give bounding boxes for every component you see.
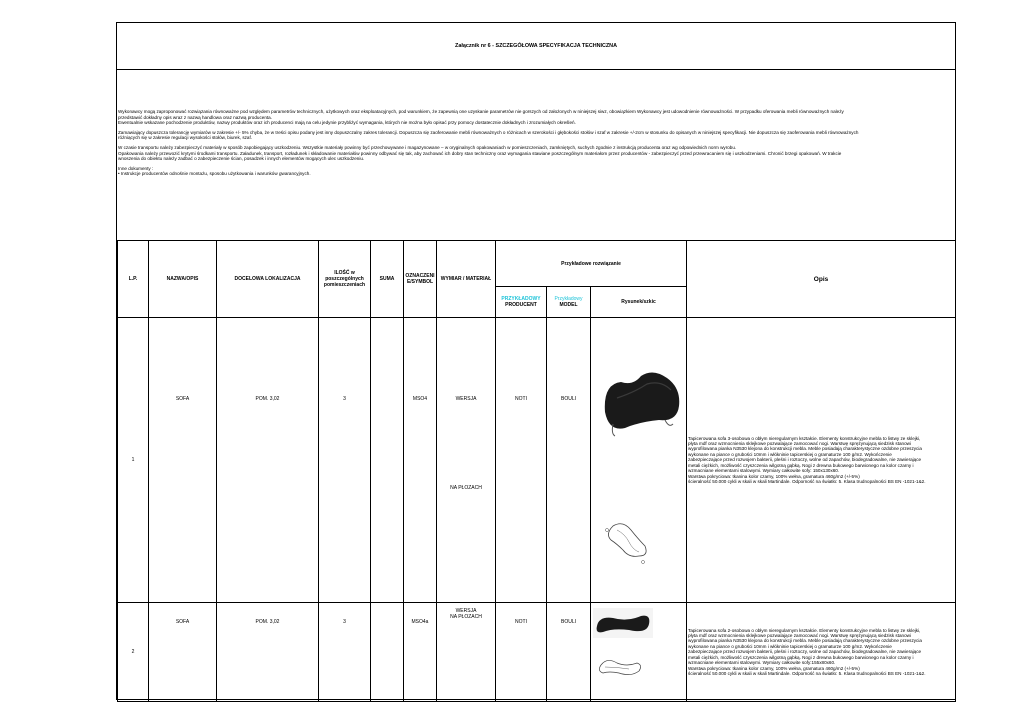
description-line: Warstwa pokryciowa: tkanina kolor czarny, 100% wełna, gramatura 460g/m2 (+/-5%): [688, 665, 860, 671]
row-qty: [319, 603, 371, 702]
intro-line: wnoszenia do obiektu należy zadbać o zabezpieczenie ścian, posadzek i innych elementów mogących ulec uszkodzeniu.: [118, 156, 365, 162]
intro-line: Opakowania należy przewozić krytymi środkami transportu. Załadunek, transport, rozładunek i składowanie materiałów powinny odbywać się tak, aby zachować ich dobry stan techniczny oraz wymagania stawiane poszczególnym materiałom przez producentów - zabezpieczyć przed przewracaniem się i uszkodzeniami. Chronić brzegi opakowań. W trakcie: [118, 150, 842, 156]
description-line: wykonane na piance o grubości 10mm i włókninie tapicerskiej o gramaturze 100 g/m2. Wykończenie: [688, 451, 892, 457]
row-dimension: [437, 318, 496, 603]
row-model-text: BOULI: [560, 619, 576, 625]
table-row: [118, 318, 956, 603]
row-model: [547, 603, 591, 702]
row-drawing: [591, 318, 687, 603]
row-dimension-top: WERSJA: [455, 396, 477, 402]
header-dimension: WYMIAR / MATERIAŁ: [437, 241, 496, 318]
intro-line: różniących się w zakresie regulacji wysokości stołów, biurek, szaf.: [118, 135, 253, 141]
header-drawing: Rysunek/szkic: [591, 287, 687, 318]
row-description: [687, 318, 956, 603]
title-band: [117, 23, 955, 70]
row-producer: [496, 603, 547, 702]
header-producer: [496, 287, 547, 318]
description-line: zabezpieczające przed rozwojem bakterii, pleśni i roztoczy, wolne od zapachów, biodegradowalne, nie zawierające: [688, 649, 922, 655]
description-line: wzmacniane elementami stalowymi. Wymiary całkowite sofy:155x80x60.: [688, 660, 836, 666]
intro-line: Inne dokumenty :: [118, 165, 154, 171]
description-line: wykonane na piance o grubości 10mm i włókninie tapicerskiej o gramaturze 100 g/m2. Wykończenie: [688, 643, 892, 649]
row-location: [217, 318, 319, 603]
row-producer-text: NOTI: [515, 619, 527, 625]
header-location: DOCELOWA LOKALIZACJA: [217, 241, 319, 318]
intro-paragraph-3: [118, 145, 953, 162]
row-symbol-text: MSO4a: [411, 619, 429, 625]
description-line: wzmacniane elementami stalowymi. Wymiary całkowite sofy: 150x130x60.: [688, 468, 840, 474]
header-producer-label: PRODUCENT: [505, 302, 537, 308]
row-name-text: SOFA: [175, 396, 190, 402]
row-lp: 1: [118, 318, 149, 603]
table-row: [118, 603, 956, 702]
row-location-text: POM. 3,02: [255, 396, 280, 402]
row-symbol: [404, 318, 437, 603]
row-model-text: BOULI: [560, 396, 576, 402]
intro-line: Wykonawcy mogą zaproponować rozwiązania równoważne pod względem parametrów technicznych, użytkowych oraz eksploatacyjnych, pod warunkiem, że zapewnią one uzyskanie parametrów nie gorszych od założonych w niniejszej siwz, obowiązkiem Wykonawcy jest udowodnienie równoważności. W przypadku oferowania mebli równoważnych należy: [118, 109, 844, 114]
row-dimension: [437, 603, 496, 702]
spec-sheet: [116, 22, 956, 700]
row-producer: [496, 318, 547, 603]
header-qty: ILOŚĆ w poszczególnych pomieszczeniach: [319, 241, 371, 318]
sofa-sketch-icon: [599, 516, 651, 566]
header-model: [547, 287, 591, 318]
row-model: [547, 318, 591, 603]
header-example: Przykładowe rozwiązanie: [496, 241, 687, 287]
intro-paragraph-4: [118, 166, 953, 177]
intro-line: Zamawiający dopuszcza tolerancję wymiarów w zakresie +/- 5% chyba, że w treści opisu podany jest inny dopuszczalny zakres tolerancji. Dopuszcza się zaoferowanie mebli równoważnych o różnicach w szerokości i głębokości stołów i szaf w zakresie +/-2cm w stosunku do opisanych w niniejszej specyfikacji. Nie dopuszcza się zaoferowania mebli równoważnych: [118, 129, 859, 135]
description-line: płyta mdf oraz wzmocnienia sklejkowe pozwalające zamocować nogi. Warstwę sprężynującą siedzisk stanowi: [688, 441, 912, 447]
header-lp: L.P.: [118, 241, 149, 318]
row-dimension-bottom: NA PŁOZACH: [450, 485, 482, 491]
row-qty-text: 3: [343, 396, 346, 402]
description-line: płyta mdf oraz wzmocnienia sklejkowe pozwalające zamocować nogi. Warstwę sprężynującą siedzisk stanowi: [688, 633, 912, 639]
row-dimension-top: WERSJA: [455, 608, 477, 614]
header-model-label: MODEL: [559, 302, 578, 308]
header-description: Opis: [687, 241, 956, 318]
row-symbol: [404, 603, 437, 702]
row-name: [149, 603, 217, 702]
header-sum: SUMA: [371, 241, 404, 318]
row-dimension-bottom: NA PŁOZACH: [450, 614, 482, 620]
row-location-text: POM. 3,02: [255, 619, 280, 625]
intro-line: W czasie transportu należy zabezpieczyć materiały w sposób zapobiegający uszkodzeniu. Wszystkie materiały powinny być przechowywane i magazynowane – w oryginalnych opakowaniach w pomieszczeniach, zamkniętych, suchych zgodnie z instrukcją producenta oraz wg odpowiednich norm wyrobu.: [118, 144, 737, 150]
spec-table: [117, 240, 956, 702]
sofa-photo-icon: [593, 608, 653, 638]
intro-text: [118, 109, 953, 181]
intro-line: Ewentualnie wskazane pochodzenie produktów, nazwy produktów oraz ich producenci mają na celu jedynie przybliżyć wymagania, których nie można było opisać przy pomocy dostatecznie dokładnych i zrozumiałych określeń.: [118, 120, 576, 126]
page-title: Załącznik nr 6 - SZCZEGÓŁOWA SPECYFIKACJA TECHNICZNA: [455, 43, 617, 49]
header-name: NAZWA/OPIS: [149, 241, 217, 318]
header-producer-cyan: PRZYKŁADOWY: [501, 296, 541, 302]
description-line: Tapicerowana sofa 2-osobowa o obłym nieregularnym kształcie. Elementy konstrukcyjne mebla to listwy ze sklejki,: [688, 627, 921, 633]
description-line: Warstwa pokryciowa: tkanina kolor czarny, 100% wełna, gramatura 460g/m2 (+/-5%): [688, 473, 860, 479]
description-line: wyprofilowana pianka N3530 klejona do konstrukcji mebla. Meble posiadają charakterystyczne ozdobne przeszycia: [688, 638, 922, 644]
row-location: [217, 603, 319, 702]
row-symbol-text: MSO4: [412, 396, 428, 402]
sofa-photo-icon: [595, 354, 685, 444]
description-line: ścieralność 50.000 cykli w skali w skali Martindale. Odporność na światło: 5. Klasa trudnopalności BS EN -1021-1&2.: [688, 478, 926, 484]
row-sum: [371, 603, 404, 702]
row-qty-text: 3: [343, 619, 346, 625]
row-name-text: SOFA: [175, 619, 190, 625]
row-lp: 2: [118, 603, 149, 702]
header-row: [118, 241, 956, 287]
description-line: metali ciężkich, możliwość czyszczenia wilgotną gąbką. Nogi z drewna bukowego barwionego na kolor czarny i: [688, 462, 914, 468]
description-line: ścieralność 50.000 cykli w skali w skali Martindale. Odporność na światło: 5. Klasa trudnopalności BS EN -1021-1&2.: [688, 670, 926, 676]
description-line: Tapicerowana sofa 3-osobowa o obłym nieregularnym kształcie. Elementy konstrukcyjne mebla to listwy ze sklejki,: [688, 435, 921, 441]
row-qty: [319, 318, 371, 603]
row-drawing: [591, 603, 687, 702]
intro-paragraph-1: [118, 109, 953, 126]
row-producer-text: NOTI: [515, 396, 527, 402]
intro-paragraph-2: [118, 130, 953, 141]
intro-line: przedstawić dokładny opis wraz z nazwą handlowa oraz nazwą producenta.: [118, 114, 272, 120]
sofa-sketch-icon: [597, 655, 643, 679]
row-name: [149, 318, 217, 603]
row-sum: [371, 318, 404, 603]
description-line: metali ciężkich, możliwość czyszczenia wilgotną gąbką. Nogi z drewna bukowego barwionego na kolor czarny i: [688, 654, 914, 660]
row-description: [687, 603, 956, 702]
header-model-cyan: Przykładowy: [554, 296, 583, 302]
header-symbol: OZNACZENI E/SYMBOL: [404, 241, 437, 318]
intro-line: • Instrukcje producentów odnośnie montażu, sposobu użytkowania i warunków gwarancyjnych.: [118, 171, 311, 177]
description-line: zabezpieczające przed rozwojem bakterii, pleśni i roztoczy, wolne od zapachów, biodegradowalne, nie zawierające: [688, 457, 922, 463]
description-line: wyprofilowana pianka N3530 klejona do konstrukcji mebla. Meble posiadają charakterystyczne ozdobne przeszycia: [688, 446, 922, 452]
